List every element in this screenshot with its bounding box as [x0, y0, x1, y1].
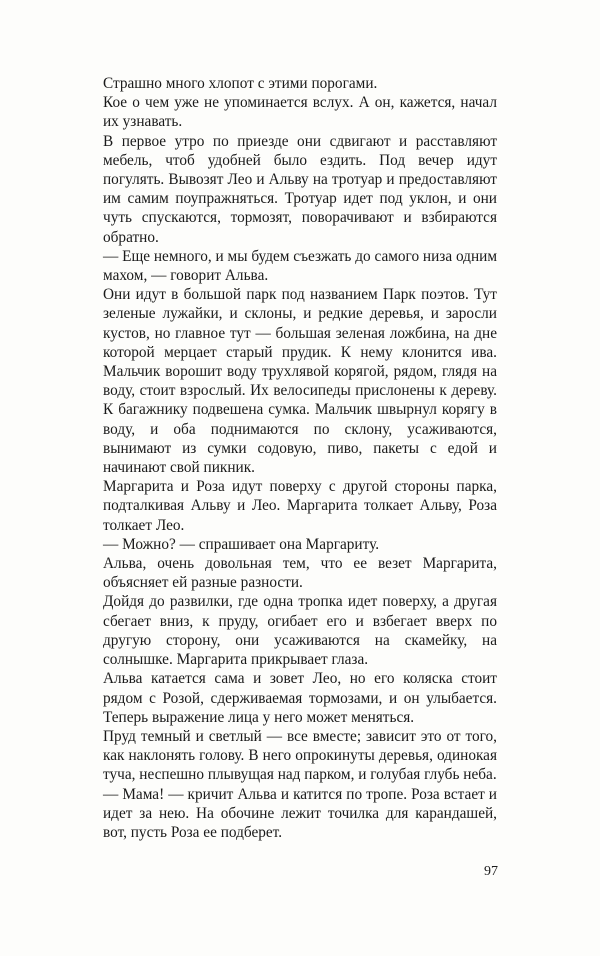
paragraph: Страшно много хлопот с этими порогами.	[103, 75, 378, 92]
paragraph: — Мама! — кричит Альва и катится по тропе. Роза встает и идет за нею. На обочине лежит точилка для карандашей, вот, пусть Роза ее подберет.	[103, 785, 497, 841]
paragraph: Они идут в большой парк под названием Парк поэтов. Тут зеленые лужайки, и склоны, и редкие деревья, и заросли кустов, но главное тут — большая зеленая ложбина, на дне которой мерцает старый прудик. К нему клонится ива. Мальчик ворошит воду трухлявой корягой, рядом, глядя на воду, стоит взрослый. Их велосипеды прислонены к дереву. К багажнику подвешена сумка. Мальчик швырнул корягу в воду, и оба поднимаются по склону, усаживаются, вынимают из сумки содовую, пиво, пакеты с едой и начинают свой пикник.	[103, 286, 497, 477]
paragraph: Пруд темный и светлый — все вместе; зависит это от того, как наклонять голову. В него опрокинуты деревья, одинокая туча, неспешно плывущая над парком, и голубая глубь неба.	[103, 727, 497, 784]
paragraph: В первое утро по приезде они сдвигают и расставляют мебель, чтоб удобней было ездить. Под вечер идут погулять. Вывозят Лео и Альву на тротуар и предоставляют им самим поупражняться. Тротуар идет под уклон, и они чуть спускаются, тормозят, поворачивают и взбираются обратно.	[103, 132, 497, 246]
paragraph: Альва, очень довольная тем, что ее везет Маргарита, объясняет ей разные разности.	[103, 555, 497, 592]
body-text	[103, 74, 497, 842]
page-number: 97	[484, 864, 498, 879]
paragraph: Дойдя до развилки, где одна тропка идет поверху, а другая сбегает вниз, к пруду, огибает его и взбегает вверх по другую сторону, они усаживаются на скамейку, на солнышке. Маргарита прикрывает глаза.	[103, 593, 497, 669]
paragraph: — Можно? — спрашивает она Маргариту.	[103, 535, 380, 553]
paragraph: Кое о чем уже не упоминается вслух. А он, кажется, начал их узнавать.	[103, 94, 497, 131]
paragraph: — Еще немного, и мы будем съезжать до самого низа одним махом, — говорит Альва.	[103, 247, 497, 285]
paragraph: Маргарита и Роза идут поверху с другой стороны парка, подталкивая Альву и Лео. Маргарита толкает Альву, Роза толкает Лео.	[103, 478, 497, 534]
paragraph: Альва катается сама и зовет Лео, но его коляска стоит рядом с Розой, сдерживаемая тормозами, и он улыбается. Теперь выражение лица у него может меняться.	[103, 670, 497, 726]
